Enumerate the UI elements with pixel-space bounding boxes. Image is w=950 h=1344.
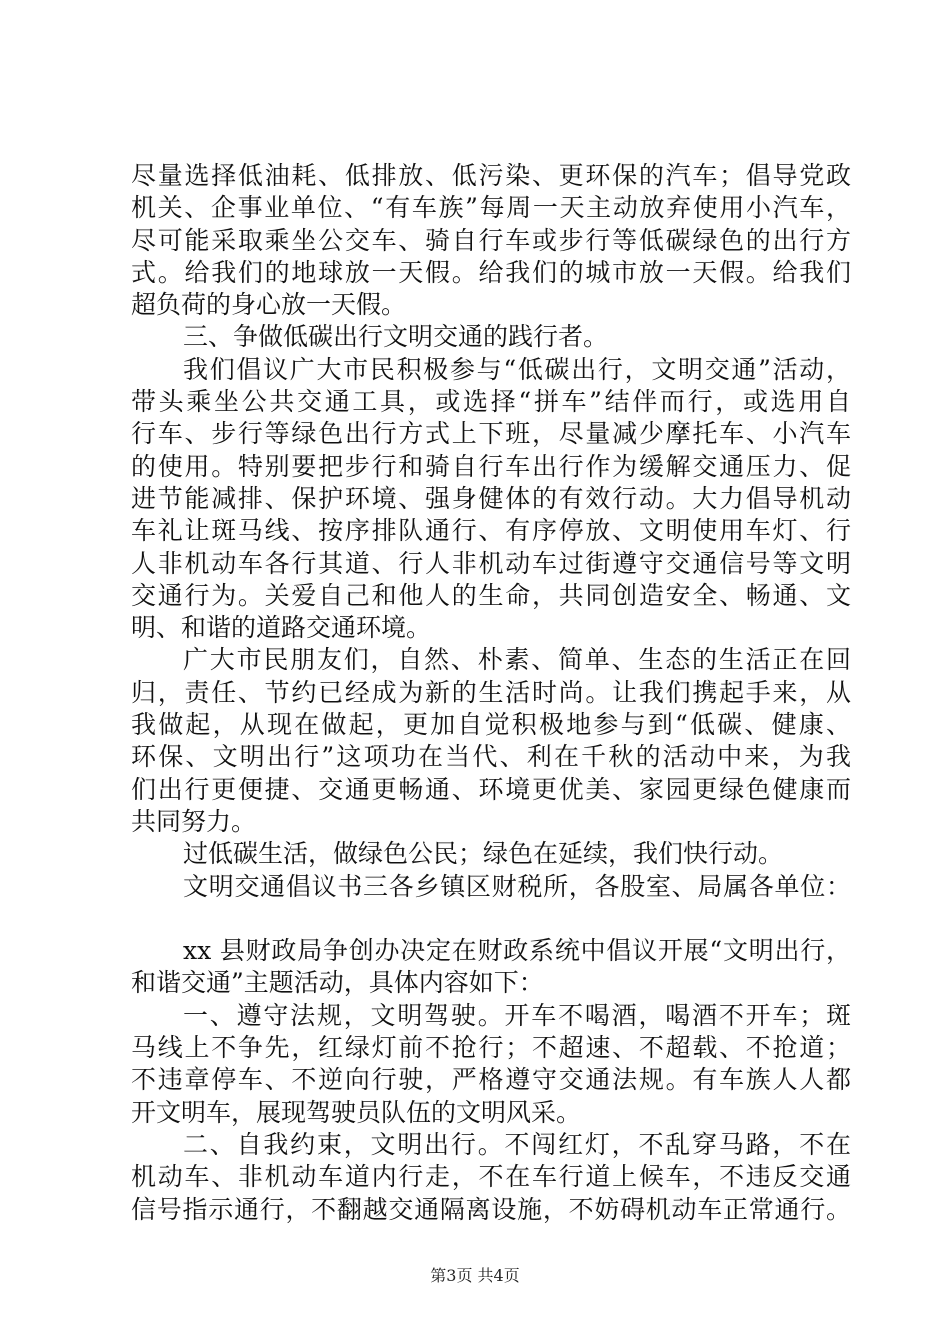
text-line: 机动车、非机动车道内行走，不在车行道上候车，不违反交通 xyxy=(131,1162,851,1192)
text-line: 一、遵守法规，文明驾驶。开车不喝酒，喝酒不开车；斑 xyxy=(183,1000,851,1030)
text-line: 我们倡议广大市民积极参与“低碳出行，文明交通”活动， xyxy=(183,354,851,384)
text-line: 明、和谐的道路交通环境。 xyxy=(131,613,432,643)
blank-line xyxy=(131,903,851,935)
text-line: 超负荷的身心放一天假。 xyxy=(131,290,407,320)
text-line: 广大市民朋友们，自然、朴素、简单、生态的生活正在回 xyxy=(183,645,851,675)
text-line: 尽可能采取乘坐公交车、骑自行车或步行等低碳绿色的出行方 xyxy=(131,225,851,255)
text-line: 带头乘坐公共交通工具，或选择“拼车”结伴而行，或选用自 xyxy=(131,387,851,417)
text-line: 环保、文明出行”这项功在当代、利在千秋的活动中来，为我 xyxy=(131,742,851,772)
text-line: 车礼让斑马线、按序排队通行、有序停放、文明使用车灯、行 xyxy=(131,516,851,546)
text-line: xx 县财政局争创办决定在财政系统中倡议开展“文明出行， xyxy=(183,936,851,966)
page-number: 第3页 共4页 xyxy=(430,1266,520,1285)
text-line: 开文明车，展现驾驶员队伍的文明风采。 xyxy=(131,1097,582,1127)
text-line: 式。给我们的地球放一天假。给我们的城市放一天假。给我们 xyxy=(131,257,851,287)
text-line: 过低碳生活，做绿色公民；绿色在延续，我们快行动。 xyxy=(183,839,784,869)
text-line: 机关、企事业单位、“有车族”每周一天主动放弃使用小汽车， xyxy=(131,193,851,223)
letter-salutation: 文明交通倡议书三各乡镇区财税所，各股室、局属各单位： xyxy=(183,871,851,901)
text-line: 们出行更便捷、交通更畅通、环境更优美、家园更绿色健康而 xyxy=(131,774,851,804)
document-body xyxy=(131,160,851,1226)
text-line: 和谐交通”主题活动，具体内容如下： xyxy=(131,968,544,998)
text-line: 尽量选择低油耗、低排放、低污染、更环保的汽车；倡导党政 xyxy=(131,161,851,190)
text-line: 不违章停车、不逆向行驶，严格遵守交通法规。有车族人人都 xyxy=(131,1065,851,1095)
text-line: 交通行为。关爱自己和他人的生命，共同创造安全、畅通、文 xyxy=(131,580,851,610)
text-line: 进节能减排、保护环境、强身健体的有效行动。大力倡导机动 xyxy=(131,483,851,513)
text-line: 归，责任、节约已经成为新的生活时尚。让我们携起手来，从 xyxy=(131,677,851,707)
text-line: 我做起，从现在做起，更加自觉积极地参与到“低碳、健康、 xyxy=(131,710,851,740)
text-line: 马线上不争先，红绿灯前不抢行；不超速、不超载、不抢道； xyxy=(131,1033,851,1063)
text-line: 人非机动车各行其道、行人非机动车过街遵守交通信号等文明 xyxy=(131,548,851,578)
text-line: 的使用。特别要把步行和骑自行车出行作为缓解交通压力、促 xyxy=(131,451,851,481)
section-heading: 三、争做低碳出行文明交通的践行者。 xyxy=(183,322,609,352)
text-line: 二、自我约束，文明出行。不闯红灯，不乱穿马路，不在 xyxy=(183,1129,851,1159)
text-line: 信号指示通行，不翻越交通隔离设施，不妨碍机动车正常通行。 xyxy=(131,1194,851,1224)
text-line: 行车、步行等绿色出行方式上下班，尽量减少摩托车、小汽车 xyxy=(131,419,851,449)
text-line: 共同努力。 xyxy=(131,806,257,836)
